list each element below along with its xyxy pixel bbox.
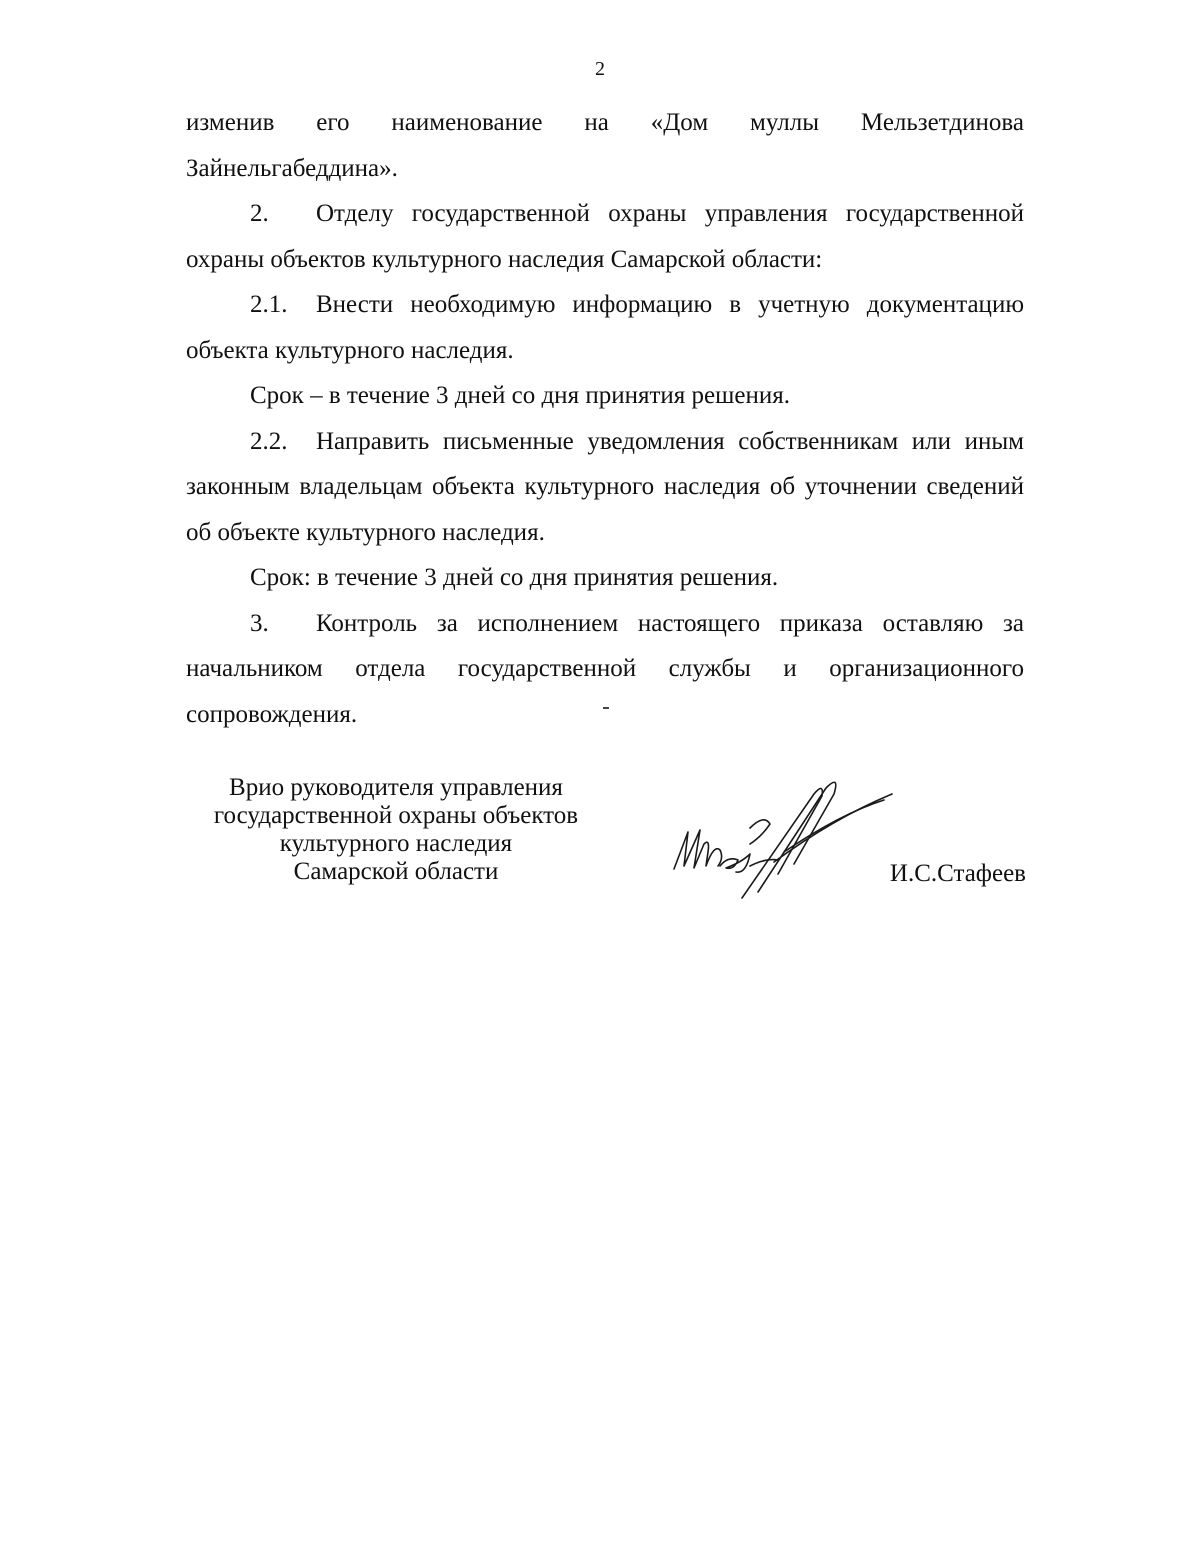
- scan-artifact: [603, 707, 609, 709]
- item-text: Внести необходимую информацию в учетную документацию объекта культурного наследия.: [186, 291, 1024, 364]
- item-text: Контроль за исполнением настоящего приказа оставляю за начальником отдела государственной службы и организационного сопровождения.: [186, 609, 1024, 728]
- signer-title-line: культурного наследия: [279, 830, 513, 857]
- page-number: 2: [595, 58, 605, 80]
- opening-word: Мельзетдинова: [860, 109, 1024, 136]
- opening-line: [186, 100, 1024, 146]
- item-text: Срок – в течение 3 дней со дня принятия решения.: [250, 382, 790, 409]
- signer-name: И.С.Стафеев: [889, 860, 1026, 887]
- item-text: Срок: в течение 3 дней со дня принятия решения.: [250, 564, 779, 591]
- opening-word: его: [316, 109, 350, 136]
- deadline-2-2: [186, 555, 1024, 601]
- signer-title: [186, 774, 606, 886]
- item-number: 2.1.: [250, 291, 288, 318]
- item-number: 2.: [250, 200, 269, 227]
- opening-word: изменив: [186, 109, 275, 136]
- paragraph-2-1: [186, 282, 1024, 373]
- paragraph-3: [186, 601, 1024, 738]
- item-number: 3.: [250, 609, 269, 637]
- handwritten-signature: [654, 774, 894, 899]
- opening-word: на: [584, 109, 609, 136]
- signer-title-line: Самарской области: [293, 858, 499, 885]
- signer-title-line: государственной охраны объектов: [213, 802, 579, 829]
- opening-word: наименование: [391, 109, 543, 136]
- opening-word: муллы: [750, 109, 820, 136]
- signature-block: [186, 774, 1026, 904]
- opening-continuation: Зайнельгабеддина».: [186, 154, 398, 182]
- deadline-2-1: [186, 373, 1024, 419]
- paragraph-2-2: [186, 419, 1024, 556]
- paragraph-2: [186, 191, 1024, 282]
- signer-title-line: Врио руководителя управления: [229, 774, 563, 801]
- opening-word: «Дом: [650, 109, 709, 136]
- item-number: 2.2.: [250, 427, 288, 455]
- document-body: [186, 100, 1024, 737]
- item-text: Отделу государственной охраны управления государственной охраны объектов культурного наследия Самарской области:: [186, 200, 1024, 273]
- item-text: Направить письменные уведомления собственникам или иным законным владельцам объекта культурного наследия об уточнении сведений об объекте культурного наследия.: [186, 427, 1024, 546]
